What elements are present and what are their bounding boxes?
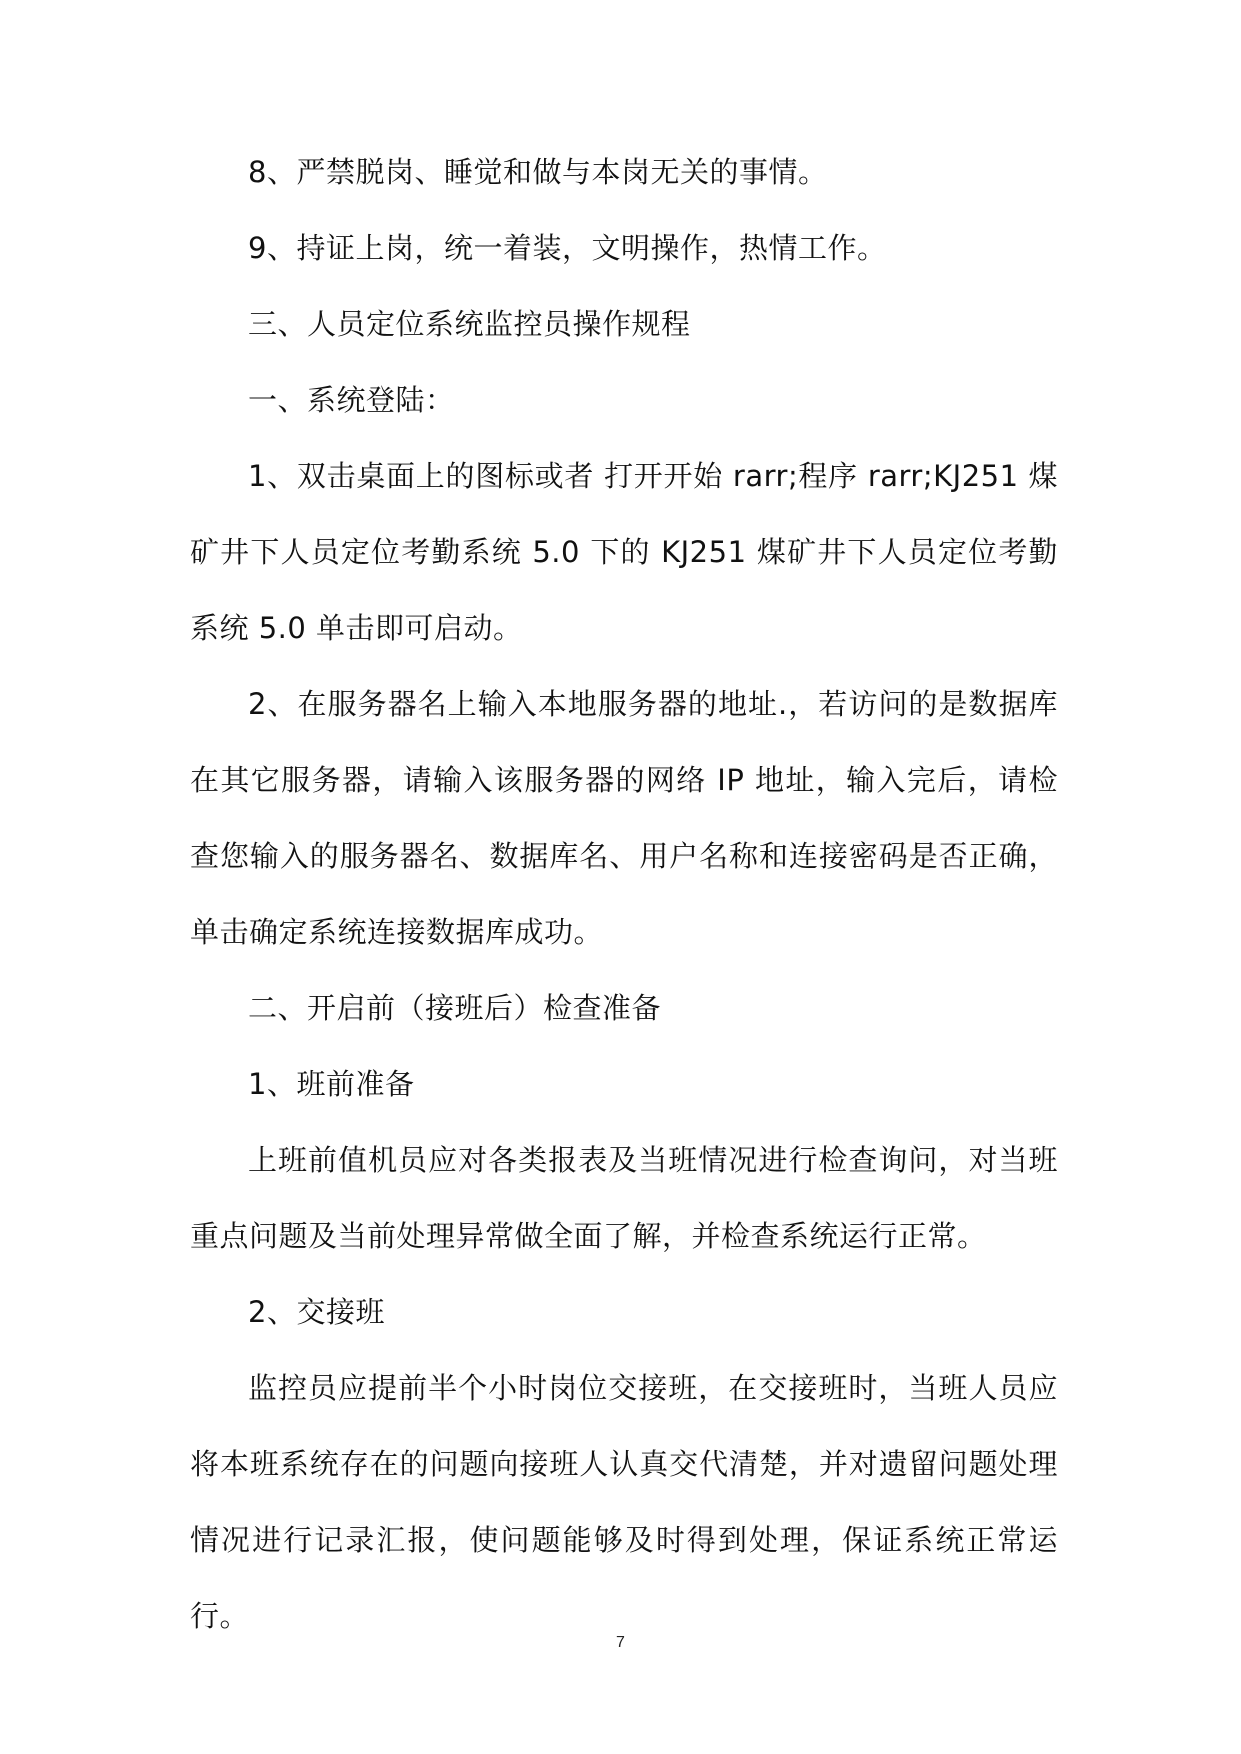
item-heading-preparation: 1、班前准备	[248, 1067, 415, 1101]
page-number: 7	[616, 1634, 625, 1651]
paragraph-rule-8: 8、严禁脱岗、睡觉和做与本岗无关的事情。	[248, 155, 828, 189]
paragraph-handover: 监控员应提前半个小时岗位交接班，在交接班时，当班人员应将本班系统存在的问题向接班人认真交代清楚，并对遗留问题处理情况进行记录汇报，使问题能够及时得到处理，保证系统正常运行。	[190, 1371, 1058, 1633]
paragraph-login-step-2: 2、在服务器名上输入本地服务器的地址.，若访问的是数据库在其它服务器，请输入该服务器的网络 IP 地址，输入完后，请检查您输入的服务器名、数据库名、用户名称和连接密码是否正确，单击确定系统连接数据库成功。	[190, 687, 1058, 949]
paragraph-rule-9: 9、持证上岗，统一着装，文明操作，热情工作。	[248, 231, 887, 265]
section-heading-3: 三、人员定位系统监控员操作规程	[248, 307, 691, 341]
subsection-heading-login: 一、系统登陆：	[248, 383, 455, 417]
item-heading-handover: 2、交接班	[248, 1295, 385, 1329]
paragraph-login-step-1: 1、双击桌面上的图标或者 打开开始 rarr;程序 rarr;KJ251 煤矿井下人员定位考勤系统 5.0 下的 KJ251 煤矿井下人员定位考勤系统 5.0 单击即可启动。	[190, 459, 1058, 645]
paragraph-preparation: 上班前值机员应对各类报表及当班情况进行检查询问，对当班重点问题及当前处理异常做全面了解，并检查系统运行正常。	[190, 1143, 1058, 1253]
subsection-heading-precheck: 二、开启前（接班后）检查准备	[248, 991, 662, 1025]
